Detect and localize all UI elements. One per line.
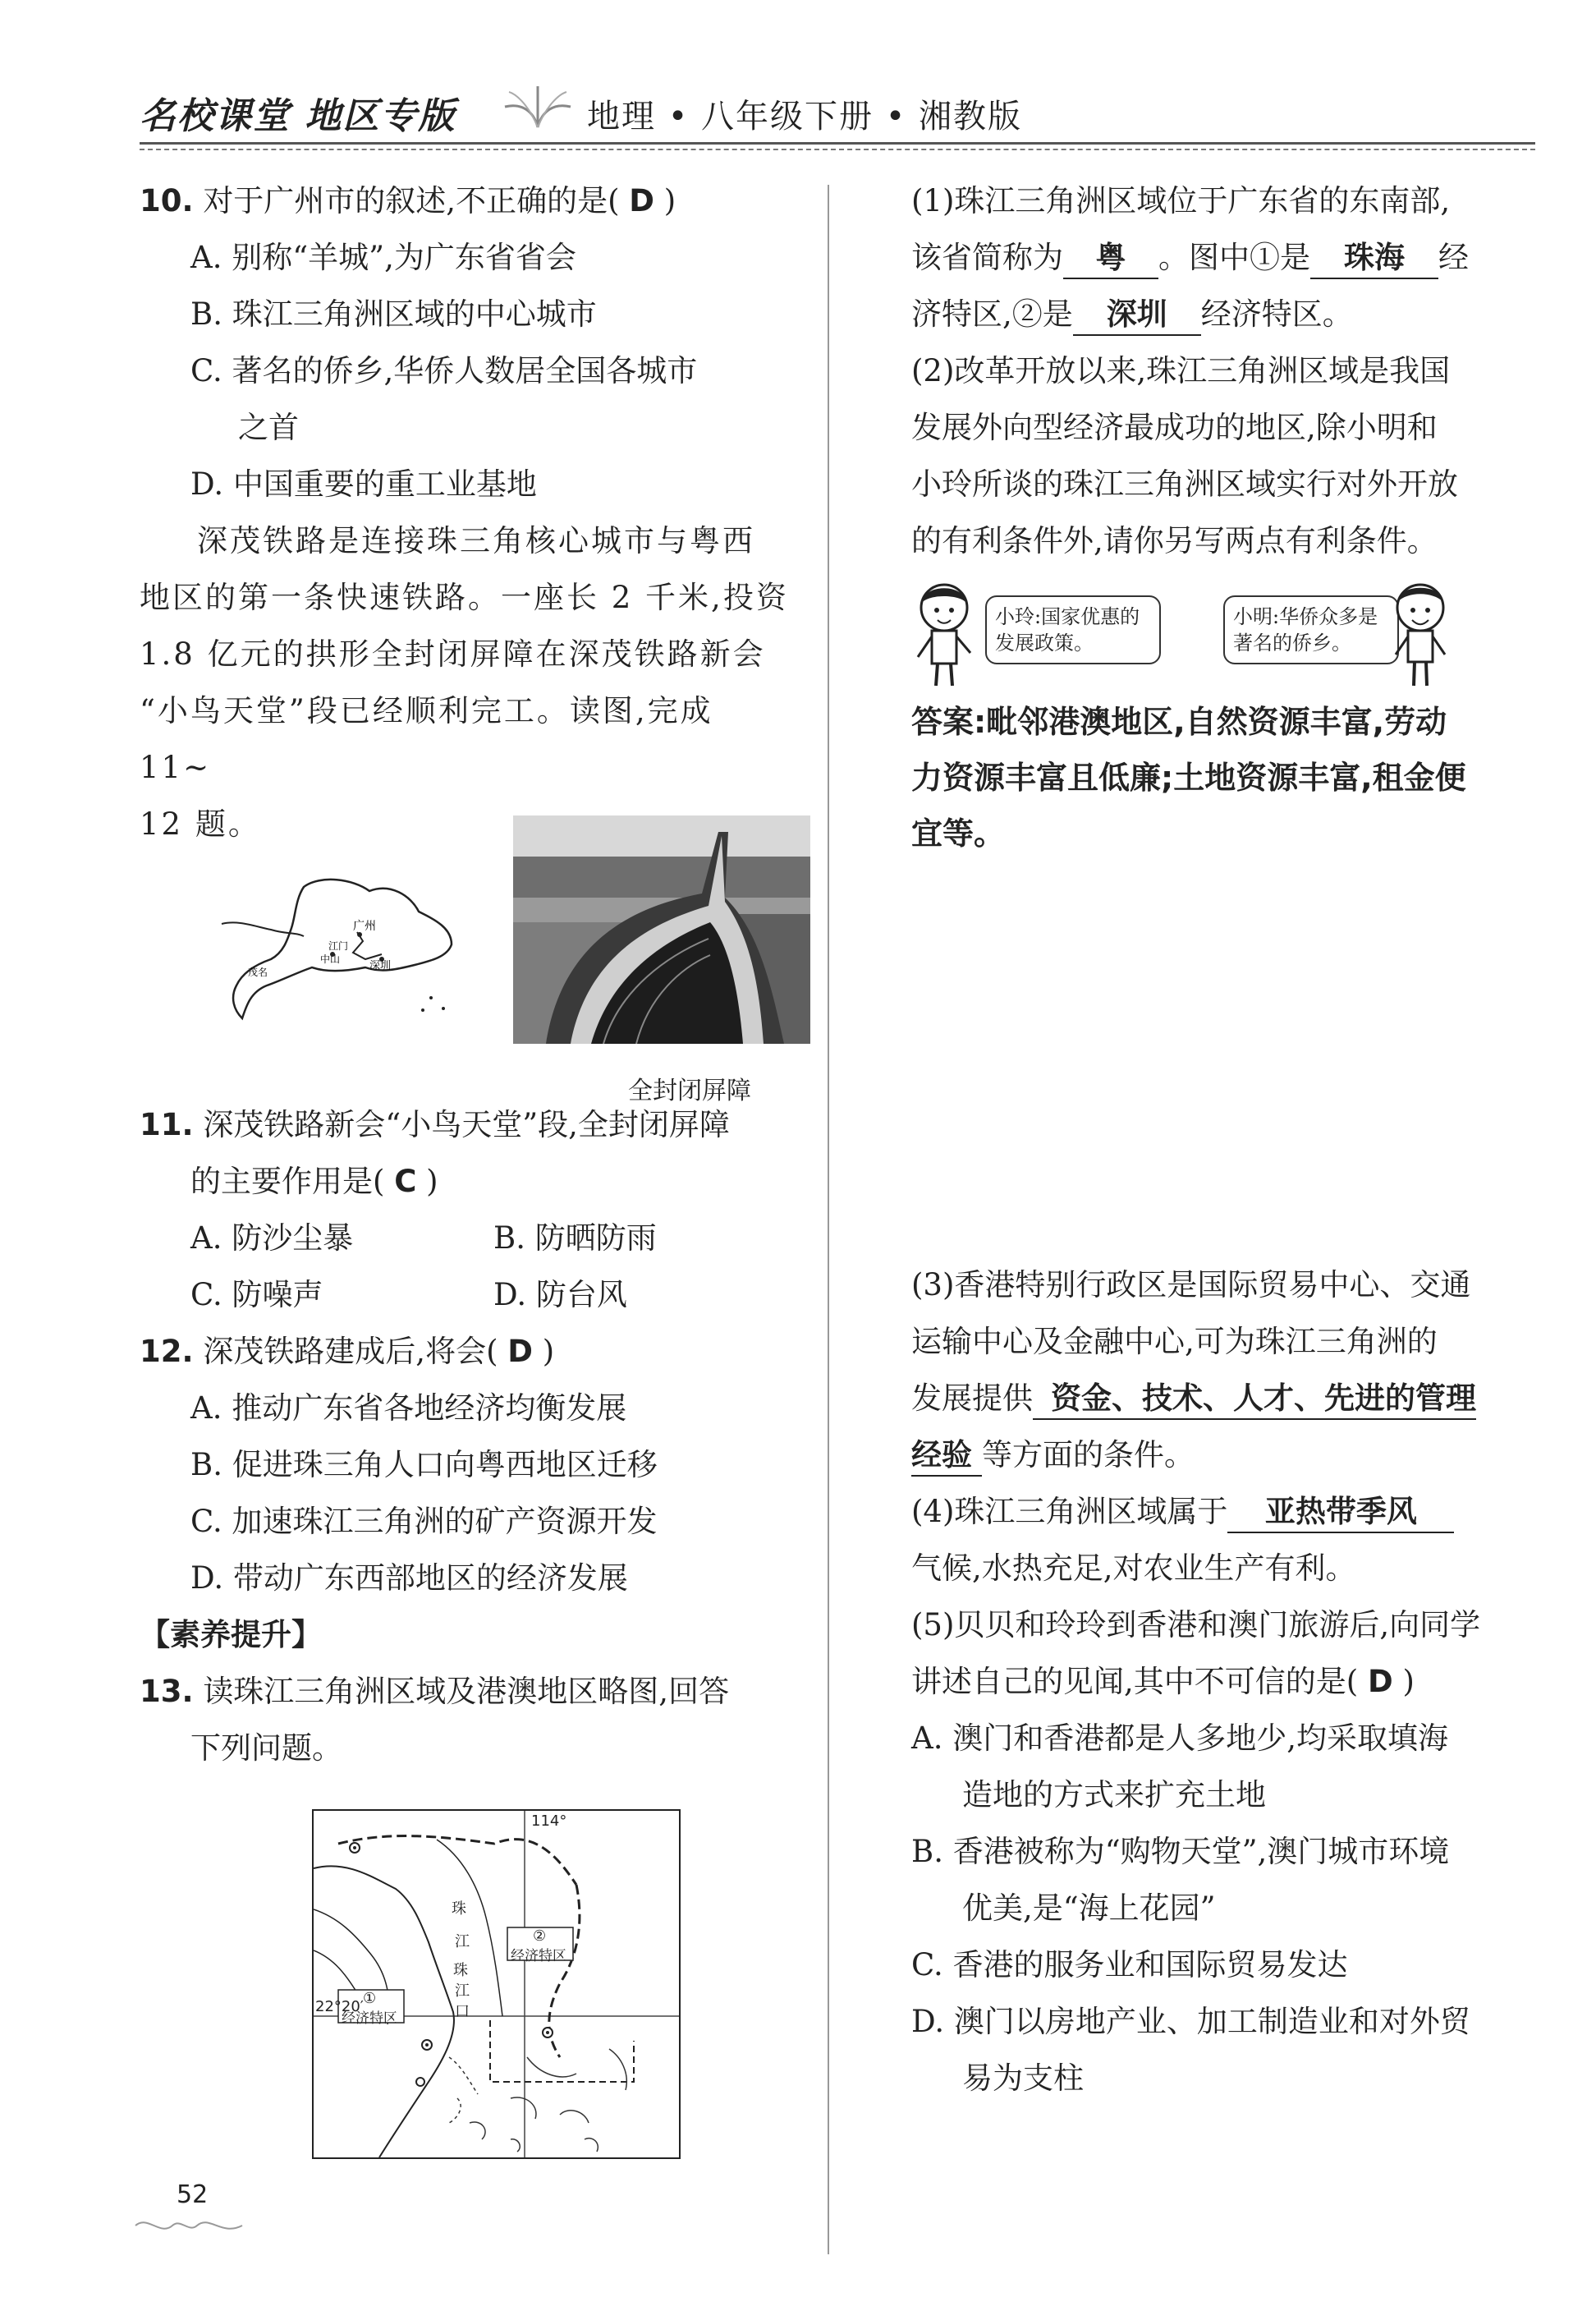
paren-close: ) [426,1164,438,1199]
option-d: D. 澳门以房地产业、加工制造业和对外贸 [911,2004,1470,2039]
girl-cartoon-icon [911,579,977,690]
question-12 [140,1323,796,1606]
option-b: B. 防晒防雨 [493,1220,657,1256]
passage-line: “小鸟天堂”段已经顺利完工。读图,完成 11~ [140,693,713,785]
guangdong-map [213,862,468,1035]
map-label-guangzhou: 广州 [353,920,376,933]
text-line: 气候,水热充足,对农业生产有利。 [911,1550,1356,1586]
option-c: C. 香港的服务业和国际贸易发达 [911,1947,1348,1982]
sez-2-label: 经济特区 [511,1948,566,1964]
sez-2-number: ② [533,1927,547,1945]
option-b-cont: 优美,是“海上花园” [962,1890,1216,1926]
latitude-label: 22°20′ [315,1998,364,2015]
text-line: (3)香港特别行政区是国际贸易中心、交通 [911,1267,1471,1302]
answer-line: 答案:毗邻港澳地区,自然资源丰富,劳动 [911,704,1447,740]
answer-line: 宜等。 [911,815,1006,852]
paren-close: ) [1402,1664,1415,1699]
answer: D [507,1334,533,1369]
text-fragment: (4)珠江三角洲区域属于 [911,1494,1228,1529]
passage-line: 12 题。 [140,806,261,842]
map-label-zhongshan: 中山 [320,953,341,965]
option-a-cont: 造地的方式来扩充土地 [962,1777,1266,1812]
sub-question-5 [911,1596,1519,2106]
sub-question-1 [911,172,1519,342]
sub-question-2 [911,342,1519,569]
option-d-cont: 易为支柱 [962,2060,1084,2096]
section-heading: 【素养提升】 [140,1617,322,1652]
question-number: 12. [140,1334,194,1369]
text-fragment: 讲述自己的见闻,其中不可信的是( [911,1664,1359,1699]
option-b: B. 促进珠三角人口向粤西地区迁移 [190,1447,658,1482]
question-13 [140,1663,796,1776]
right-column-lower [911,1256,1519,2106]
header-rule [140,142,1535,145]
option-a: A. 别称“羊城”,为广东省省会 [190,240,576,275]
subject-title: 地理 • 八年级下册 • 湘教版 [587,98,1023,136]
text-fragment: 经济特区。 [1200,296,1353,332]
option-c: C. 著名的侨乡,华侨人数居全国各城市 [190,353,698,388]
sez-1-number: ① [363,1990,377,2007]
question-number: 10. [140,183,194,218]
passage-line: 1.8 亿元的拱形全封闭屏障在深茂铁路新会 [140,636,766,672]
answer-block [911,694,1519,861]
estuary-label: 珠 [453,1962,468,1979]
map-label-jiangmen: 江门 [328,940,349,952]
option-a: A. 澳门和香港都是人多地少,均采取填海 [911,1720,1449,1756]
answer-line: 力资源丰富且低廉;土地资源丰富,租金便 [911,760,1466,796]
text-line: (5)贝贝和玲玲到香港和澳门旅游后,向同学 [911,1607,1481,1642]
fill-answer-abbrev: 粤 [1063,238,1158,279]
question-11 [140,1096,796,1323]
sez-1-label: 经济特区 [342,2010,397,2027]
fill-answer-hk-conditions-cont: 经验 [911,1436,982,1477]
right-column [911,172,1519,569]
question-stem: 深茂铁路新会“小鸟天堂”段,全封闭屏障 [203,1107,730,1142]
answer: C [394,1164,417,1199]
option-d: D. 中国重要的重工业基地 [190,466,537,502]
question-stem: 读珠江三角洲区域及港澳地区略图,回答 [203,1674,730,1709]
question-stem-cont: 下列问题。 [190,1730,342,1766]
passage-line: 深茂铁路是连接珠三角核心城市与粤西 [197,523,755,558]
prd-map-drawing [314,1811,679,2157]
river-label: 珠 [452,1900,466,1918]
left-column [140,172,796,852]
text-line: (1)珠江三角洲区域位于广东省的东南部, [911,183,1451,218]
sub-question-4 [911,1483,1519,1596]
text-fragment: 。图中①是 [1158,240,1310,275]
text-fragment: 发展提供 [911,1380,1033,1416]
map-label-maoming: 茂名 [248,967,268,978]
text-fragment: 经 [1438,240,1469,275]
question-number: 13. [140,1674,194,1709]
question-number: 11. [140,1107,194,1142]
fill-answer-zhuhai: 珠海 [1310,238,1438,279]
estuary-label: 口 [455,2003,470,2020]
option-c: C. 加速珠江三角洲的矿产资源开发 [190,1504,658,1539]
reading-passage [140,512,796,852]
option-b: B. 珠江三角洲区域的中心城市 [190,296,597,332]
text-line: (2)改革开放以来,珠江三角洲区域是我国 [911,353,1451,388]
passage-line: 地区的第一条快速铁路。一座长 2 千米,投资 [140,580,789,615]
option-c: C. 防噪声 [190,1277,323,1312]
header-dashed-rule [140,149,1535,150]
question-stem: 深茂铁路建成后,将会( [203,1334,498,1369]
text-fragment: 该省简称为 [911,240,1063,275]
text-line: 发展外向型经济最成功的地区,除小明和 [911,410,1438,445]
prd-map [312,1809,681,2159]
question-10 [140,172,796,512]
paren-close: ) [542,1334,555,1369]
boy-cartoon-icon [1387,579,1453,690]
question-stem: 对于广州市的叙述,不正确的是( [203,183,620,218]
photo-caption: 全封闭屏障 [628,1077,751,1105]
left-column-lower [140,1096,796,1776]
option-b: B. 香港被称为“购物天堂”,澳门城市环境 [911,1834,1450,1869]
column-divider [828,185,829,2254]
estuary-label: 江 [455,1982,470,2000]
question-stem-cont: 的主要作用是( [190,1164,385,1199]
text-line: 的有利条件外,请你另写两点有利条件。 [911,523,1438,558]
text-fragment: 等方面的条件。 [982,1437,1195,1472]
longitude-label: 114° [531,1812,567,1830]
footer-ornament-icon [131,2213,246,2238]
map-label-shenzhen: 深圳 [369,960,392,972]
option-a: A. 防沙尘暴 [190,1220,354,1256]
text-fragment: 济特区,②是 [911,296,1073,332]
barrier-photo [513,815,810,1044]
dialogue-illustration [911,579,1519,694]
fill-answer-hk-conditions: 资金、技术、人才、先进的管理 [1033,1379,1476,1420]
paren-close: ) [663,183,676,218]
text-line: 运输中心及金融中心,可为珠江三角洲的 [911,1324,1438,1359]
ornament-icon [497,82,579,131]
fill-answer-climate: 亚热带季风 [1227,1492,1454,1533]
brand-title: 名校课堂 地区专版 [140,95,456,137]
option-d: D. 带动广东西部地区的经济发展 [190,1560,628,1596]
option-d: D. 防台风 [493,1277,627,1312]
text-line: 小玲所谈的珠江三角洲区域实行对外开放 [911,466,1458,502]
page-header [140,78,1535,152]
sub-question-3 [911,1256,1519,1483]
answer: D [629,183,654,218]
river-label: 江 [455,1933,470,1950]
fill-answer-shenzhen: 深圳 [1073,295,1201,336]
page-number: 52 [177,2180,209,2209]
option-c-cont: 之首 [238,410,299,445]
speech-bubble-xiaoming: 小明:华侨众多是著名的侨乡。 [1223,595,1399,664]
speech-bubble-xiaoling: 小玲:国家优惠的发展政策。 [985,595,1161,664]
answer: D [1367,1664,1393,1699]
option-a: A. 推动广东省各地经济均衡发展 [190,1390,627,1426]
